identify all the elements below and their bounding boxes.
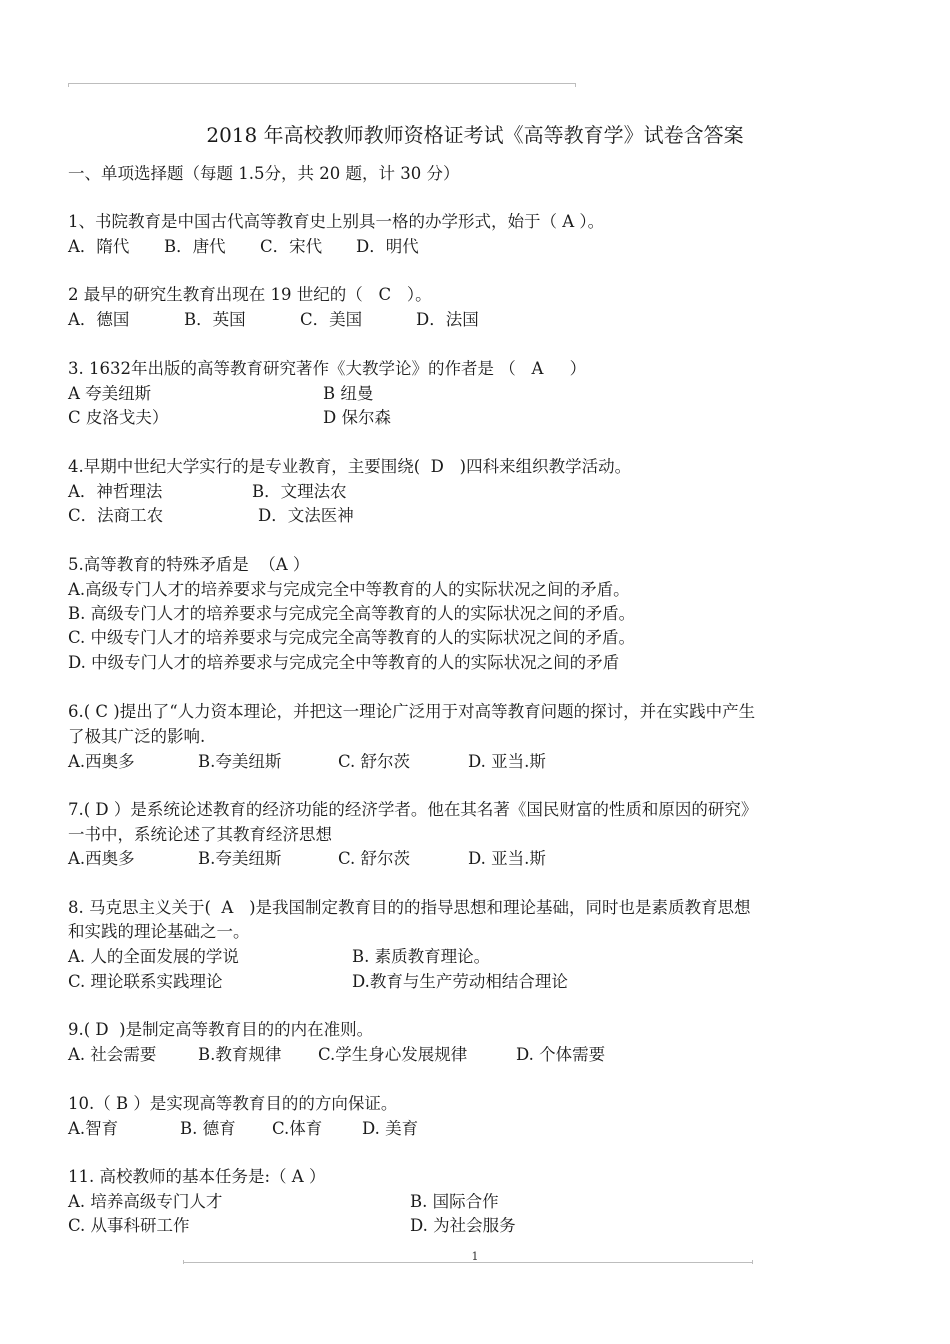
question-5-option-d: D. 中级专门人才的培养要求与完成完全中等教育的人的实际状况之间的矛盾 <box>68 653 620 672</box>
question-8-option-a: A. 人的全面发展的学说 <box>68 947 239 966</box>
question-2-option-a: A．德国 <box>68 310 130 329</box>
question-8-option-c: C. 理论联系实践理论 <box>68 972 223 991</box>
question-9-option-a: A. 社会需要 <box>68 1045 157 1064</box>
question-7-option-d: D. 亚当.斯 <box>468 849 546 868</box>
question-4-option-c: C．法商工农 <box>68 506 164 525</box>
header-rule <box>68 83 576 84</box>
question-3-option-d: D 保尔森 <box>323 408 391 427</box>
question-10-stem: 10.（ B ）是实现高等教育目的的方向保证。 <box>68 1094 398 1113</box>
question-3-stem: 3. 1632年出版的高等教育研究著作《大教学论》的作者是 （ A ） <box>68 359 587 378</box>
question-8-option-b: B. 素质教育理论。 <box>352 947 491 966</box>
section-heading: 一、单项选择题（每题 1.5分，共 20 题，计 30 分） <box>68 164 460 183</box>
question-6-option-d: D. 亚当.斯 <box>468 752 546 771</box>
question-10-option-d: D. 美育 <box>362 1119 419 1138</box>
question-7-option-a: A.西奥多 <box>68 849 135 868</box>
question-11-option-b: B. 国际合作 <box>410 1192 499 1211</box>
question-4-option-a: A．神哲理法 <box>68 482 163 501</box>
question-2-option-b: B．英国 <box>184 310 246 329</box>
question-1-option-a: A．隋代 <box>68 237 130 256</box>
question-1-option-c: C．宋代 <box>260 237 323 256</box>
question-3-option-c: C 皮洛戈夫） <box>68 408 169 427</box>
question-2-option-d: D．法国 <box>416 310 479 329</box>
question-3-option-b: B 纽曼 <box>323 384 374 403</box>
question-6-stem-cont: 了极其广泛的影响. <box>68 727 206 746</box>
question-11-option-c: C. 从事科研工作 <box>68 1216 190 1235</box>
question-5-option-c: C. 中级专门人才的培养要求与完成完全高等教育的人的实际状况之间的矛盾。 <box>68 628 636 647</box>
question-11-option-d: D. 为社会服务 <box>410 1216 516 1235</box>
question-9-stem: 9.( D )是制定高等教育目的的内在准则。 <box>68 1020 374 1039</box>
question-1-stem: 1、书院教育是中国古代高等教育史上别具一格的办学形式，始于（ A ）。 <box>68 212 605 231</box>
question-9-option-d: D. 个体需要 <box>516 1045 606 1064</box>
question-1-option-d: D．明代 <box>356 237 419 256</box>
question-8-option-d: D.教育与生产劳动相结合理论 <box>352 972 568 991</box>
question-8-stem-cont: 和实践的理论基础之一。 <box>68 922 250 941</box>
question-6-stem: 6.( C )提出了“人力资本理论，并把这一理论广泛用于对高等教育问题的探讨，并在实践中产生 <box>68 702 756 721</box>
page-number: 1 <box>471 1250 479 1263</box>
question-6-option-b: B.夸美纽斯 <box>198 752 282 771</box>
question-7-option-b: B.夸美纽斯 <box>198 849 282 868</box>
question-11-stem: 11. 高校教师的基本任务是:（ A ） <box>68 1167 326 1186</box>
question-3-option-a: A 夸美纽斯 <box>68 384 152 403</box>
question-9-option-b: B.教育规律 <box>198 1045 282 1064</box>
question-11-option-a: A. 培养高级专门人才 <box>68 1192 223 1211</box>
document-title: 2018 年高校教师教师资格证考试《高等教育学》试卷含答案 <box>206 123 744 147</box>
question-7-option-c: C. 舒尔茨 <box>338 849 411 868</box>
question-6-option-a: A.西奥多 <box>68 752 135 771</box>
question-5-option-a: A.高级专门人才的培养要求与完成完全中等教育的人的实际状况之间的矛盾。 <box>68 580 630 599</box>
question-1-option-b: B．唐代 <box>164 237 226 256</box>
question-6-option-c: C. 舒尔茨 <box>338 752 411 771</box>
question-2-option-c: C．美国 <box>300 310 363 329</box>
question-10-option-b: B. 德育 <box>180 1119 236 1138</box>
question-7-stem: 7.( D ）是系统论述教育的经济功能的经济学者。他在其名著《国民财富的性质和原因的研究》 <box>68 800 758 819</box>
question-5-option-b: B. 高级专门人才的培养要求与完成完全高等教育的人的实际状况之间的矛盾。 <box>68 604 636 623</box>
question-10-option-c: C.体育 <box>272 1119 323 1138</box>
question-8-stem: 8. 马克思主义关于( A )是我国制定教育目的的指导思想和理论基础，同时也是素质教育思想 <box>68 898 751 917</box>
question-2-stem: 2 最早的研究生教育出现在 19 世纪的（ C ）。 <box>68 285 432 304</box>
question-4-option-b: B．文理法农 <box>252 482 347 501</box>
question-10-option-a: A.智育 <box>68 1119 119 1138</box>
question-9-option-c: C.学生身心发展规律 <box>318 1045 468 1064</box>
question-7-stem-cont: 一书中，系统论述了其教育经济思想 <box>68 825 332 844</box>
question-4-stem: 4.早期中世纪大学实行的是专业教育，主要围绕( D )四科来组织教学活动。 <box>68 457 632 476</box>
question-4-option-d: D．文法医神 <box>258 506 354 525</box>
question-5-stem: 5.高等教育的特殊矛盾是 （A ） <box>68 555 310 574</box>
footer-rule <box>183 1262 753 1263</box>
